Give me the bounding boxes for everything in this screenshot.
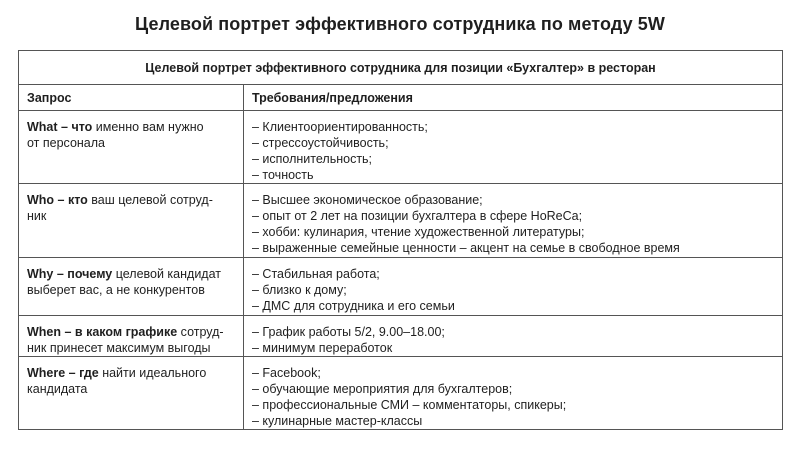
requirements-list xyxy=(252,357,774,429)
list-item: – опыт от 2 лет на позиции бухгалтера в сфере HoReCa; xyxy=(252,209,583,223)
request-text: целевой кандидат выберет вас, а не конкурентов xyxy=(27,267,222,297)
requirements-cell xyxy=(244,184,783,258)
request-cell xyxy=(19,184,244,258)
page-title: Целевой портрет эффективного сотрудника по методу 5W xyxy=(134,14,666,34)
list-item: – График работы 5/2, 9.00–18.00; xyxy=(252,325,445,339)
request-text: именно вам нужно от персонала xyxy=(27,120,204,150)
table-caption-row xyxy=(19,51,783,85)
list-item: – близко к дому; xyxy=(252,283,347,297)
table-row xyxy=(19,258,783,316)
requirements-list xyxy=(252,184,774,256)
request-cell xyxy=(19,111,244,184)
table-row xyxy=(19,111,783,184)
requirements-cell xyxy=(244,316,783,357)
request-key: What – что xyxy=(27,120,93,134)
request-key: Where – где xyxy=(27,366,99,380)
request-cell xyxy=(19,258,244,316)
list-item: – хобби: кулинария, чтение художественной литературы; xyxy=(252,225,585,239)
request-key: Why – почему xyxy=(27,267,113,281)
list-item: – выраженные семейные ценности – акцент на семье в свободное время xyxy=(252,241,680,255)
list-item: – Facebook; xyxy=(252,366,321,380)
request-cell xyxy=(19,357,244,430)
table-row xyxy=(19,184,783,258)
request-cell xyxy=(19,316,244,357)
column-header-requirements: Требования/предложения xyxy=(244,85,783,111)
list-item: – Клиентоориентированность; xyxy=(252,120,428,134)
list-item: – обучающие мероприятия для бухгалтеров; xyxy=(252,382,513,396)
list-item: – ДМС для сотрудника и его семьи xyxy=(252,299,455,313)
list-item: – стрессоустойчивость; xyxy=(252,136,389,150)
list-item: – минимум переработок xyxy=(252,341,393,355)
request-text: ваш целевой сотруд-ник xyxy=(27,193,213,223)
column-header-request: Запрос xyxy=(19,85,244,111)
requirements-list xyxy=(252,258,774,314)
list-item: – Высшее экономическое образование; xyxy=(252,193,483,207)
request-text: сотруд-ник принесет максимум выгоды xyxy=(27,325,224,355)
requirements-list xyxy=(252,316,774,356)
requirements-cell xyxy=(244,111,783,184)
list-item: – Стабильная работа; xyxy=(252,267,380,281)
list-item: – точность xyxy=(252,168,314,182)
requirements-list xyxy=(252,111,774,183)
table-caption: Целевой портрет эффективного сотрудника для позиции «Бухгалтер» в ресторан xyxy=(19,51,783,85)
requirements-cell xyxy=(244,357,783,430)
request-key: When – в каком графике xyxy=(27,325,178,339)
table-row xyxy=(19,357,783,430)
list-item: – кулинарные мастер-классы xyxy=(252,414,423,428)
request-text: найти идеального кандидата xyxy=(27,366,207,396)
portrait-table xyxy=(18,50,783,430)
table-row xyxy=(19,316,783,357)
list-item: – исполнительность; xyxy=(252,152,373,166)
table-header-row xyxy=(19,85,783,111)
requirements-cell xyxy=(244,258,783,316)
list-item: – профессиональные СМИ – комментаторы, спикеры; xyxy=(252,398,567,412)
request-key: Who – кто xyxy=(27,193,88,207)
